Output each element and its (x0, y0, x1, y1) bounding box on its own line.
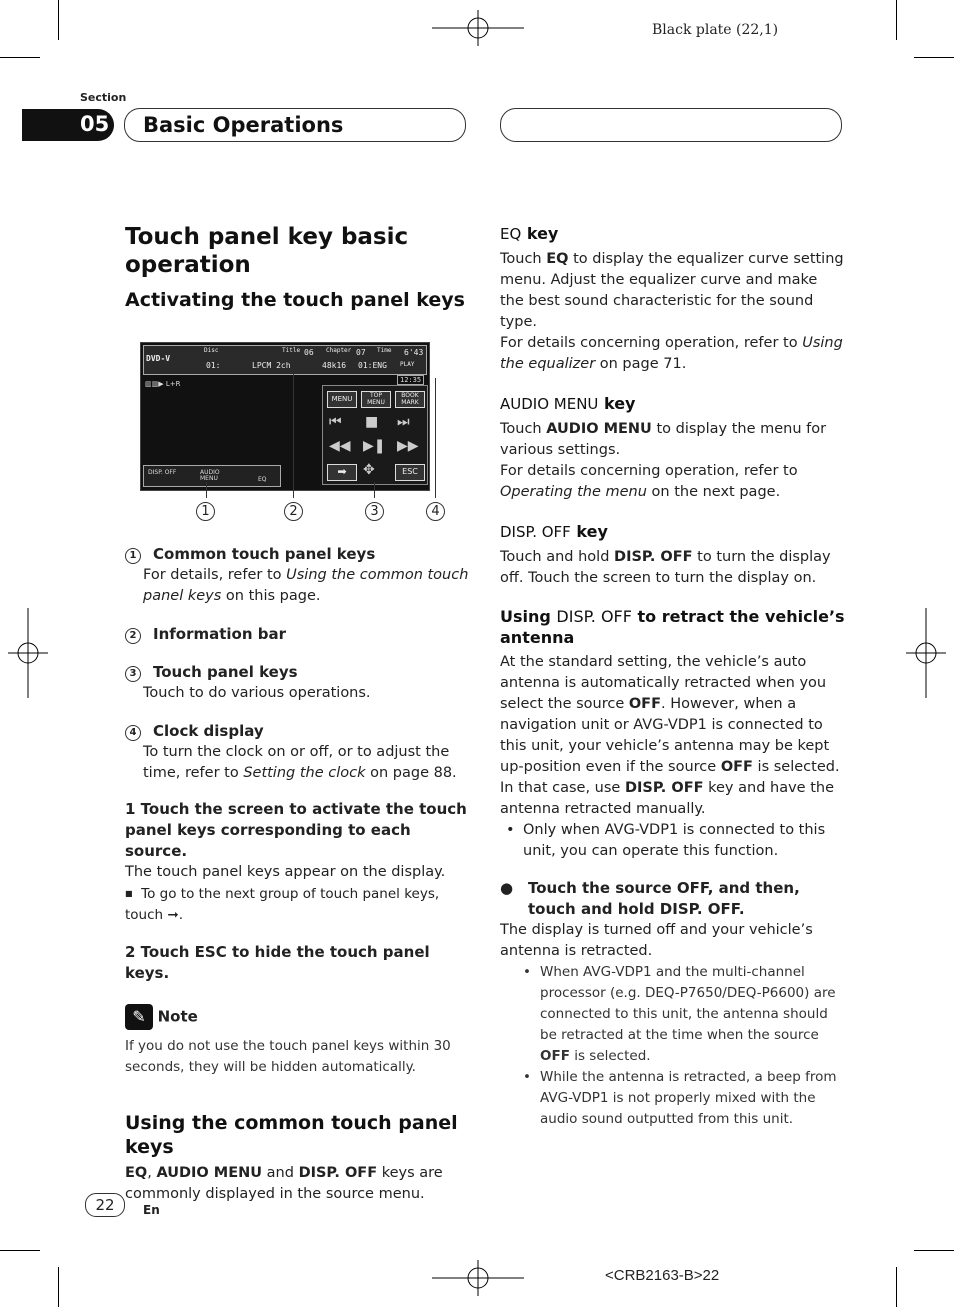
text: Touch and hold (500, 549, 615, 565)
next-icon[interactable]: ▶▶ (397, 438, 419, 454)
previous-icon[interactable]: ◀◀ (329, 438, 351, 454)
title-value: 06 (304, 348, 314, 357)
disp-off-paragraph (500, 547, 845, 589)
disp-off-key-name: DISP. OFF (500, 523, 571, 541)
legend-number: 3 (125, 666, 141, 682)
audio-menu-key[interactable]: AUDIO MENU (200, 469, 220, 482)
touch-panel-screen-figure (140, 342, 430, 491)
crop-mark (58, 1267, 59, 1307)
book-mark-button[interactable]: BOOK MARK (395, 391, 425, 408)
off-label: OFF (628, 696, 661, 712)
left-column (125, 223, 470, 312)
header-empty-box (500, 108, 842, 142)
chapter-value: 07 (356, 348, 366, 357)
subtitle-activating: Activating the touch panel keys (125, 289, 465, 311)
text: to display the menu for various settings. (500, 421, 827, 458)
disc-label: Disc (204, 347, 219, 354)
key-suffix: key (598, 394, 636, 413)
text: . However, when a navigation unit or AVG-VDP1 is connected to this unit, your vehicle’s antenna may be kept up-position even if the source (500, 696, 830, 775)
crop-mark (914, 1250, 954, 1251)
legend-ref: Setting the clock (243, 765, 366, 781)
legend-number: 2 (125, 628, 141, 644)
legend-item-1 (125, 544, 470, 607)
eq-key-name: EQ (500, 225, 522, 243)
legend-heading: Touch panel keys (153, 663, 298, 681)
eq-label: EQ (546, 251, 569, 267)
audio-menu-key-name: AUDIO MENU (500, 395, 599, 413)
legend-list (125, 544, 470, 1205)
callout-line (435, 378, 436, 498)
step-1-bullet: ■ To go to the next group of touch panel keys, touch ➞. (125, 886, 440, 923)
text: When AVG-VDP1 and the multi-channel processor (e.g. DEQ-P7650/DEQ-P6600) are connected to this unit, the antenna should be retracted at the time when the source (540, 964, 836, 1043)
callout-4: 4 (426, 502, 445, 521)
text: Using (500, 607, 557, 626)
text: Touch (500, 251, 547, 267)
crop-mark (58, 0, 59, 40)
registration-target (432, 10, 524, 46)
legend-heading: Information bar (153, 625, 287, 643)
crop-mark (0, 57, 40, 58)
legend-text: To turn the clock on or off, or to adjust the time, refer to (143, 744, 450, 781)
crop-mark (896, 0, 897, 40)
legend-heading: Clock display (153, 722, 264, 740)
next-group-arrow-button[interactable]: ➡ (327, 464, 357, 481)
text: key and have the antenna retracted manually. (500, 780, 834, 817)
audio-menu-paragraph-1 (500, 419, 845, 461)
step-1-heading: 1 Touch the screen to activate the touch panel keys corresponding to each source. (125, 800, 467, 860)
page-title: Touch panel key basic operation (125, 224, 409, 278)
audio-menu-label: AUDIO MENU (546, 421, 652, 437)
step-1-text: The touch panel keys appear on the display. (125, 864, 446, 880)
antenna-bullet: • Only when AVG-VDP1 is connected to this unit, you can operate this function. (500, 820, 845, 862)
antenna-step-text: The display is turned off and your vehicle’s antenna is retracted. (500, 922, 813, 959)
disp-off-label: DISP. OFF (624, 780, 704, 796)
step-2-heading: 2 Touch ESC to hide the touch panel keys. (125, 943, 430, 982)
sample-rate: 48k16 (322, 361, 347, 370)
note-text: If you do not use the touch panel keys within 30 seconds, they will be hidden automatically. (125, 1038, 451, 1075)
disp-off-key[interactable]: DISP. OFF (148, 469, 177, 476)
legend-ref: Using the common touch panel keys (143, 567, 469, 604)
clock-display: 12:35 (397, 375, 424, 385)
fast-forward-icon[interactable]: ⏭ (397, 414, 410, 430)
callout-line (206, 482, 207, 498)
conjunction: and (262, 1165, 299, 1181)
time-label: Time (377, 347, 392, 354)
text: Touch the source OFF, and then, touch and hold DISP. OFF. (528, 879, 800, 918)
audio-menu-key-heading (500, 393, 845, 415)
language-label: En (143, 1203, 160, 1217)
top-menu-button[interactable]: TOP MENU (361, 391, 391, 408)
text: on page 71. (595, 356, 687, 372)
callout-3: 3 (365, 502, 384, 521)
callout-line (293, 374, 294, 498)
disp-off-label: DISP. OFF (614, 549, 693, 565)
section-title: Basic Operations (143, 113, 344, 137)
registration-target (8, 608, 48, 698)
legend-item-2 (125, 624, 470, 645)
eq-label: EQ (125, 1165, 148, 1181)
eq-key-heading (500, 223, 845, 245)
key-suffix: key (570, 522, 608, 541)
text: is selected. In that case, use (500, 759, 840, 796)
channel-status: ▥▥▶ L+R (145, 380, 181, 388)
step-1-bullet-text: To go to the next group of touch panel keys, touch (125, 886, 440, 923)
antenna-paragraph (500, 652, 845, 820)
off-label: OFF (720, 759, 753, 775)
disp-off-label: DISP. OFF (298, 1165, 378, 1181)
crop-mark (0, 1250, 40, 1251)
crop-mark (896, 1267, 897, 1307)
antenna-step-heading (500, 878, 845, 920)
text: to retract the vehicle’s antenna (500, 607, 845, 647)
text: Touch (500, 421, 547, 437)
text: on the next page. (646, 484, 781, 500)
joystick-icon[interactable]: ✥ (363, 462, 375, 478)
antenna-heading (500, 606, 845, 648)
document-code: <CRB2163-B>22 (605, 1267, 720, 1284)
text: For details concerning operation, refer to (500, 335, 803, 351)
channel-value: L+R (165, 380, 181, 388)
eq-paragraph-1 (500, 249, 845, 333)
eq-key[interactable]: EQ (258, 476, 267, 483)
section-number-tab (22, 109, 114, 141)
legend-heading: Common touch panel keys (153, 545, 376, 563)
source-logo: DVD-V (146, 354, 171, 363)
section-label: Section (80, 91, 127, 104)
eq-ref: Using the equalizer (500, 335, 843, 372)
pencil-icon: ✎ (125, 1004, 153, 1030)
fast-reverse-icon[interactable]: ⏮ (329, 414, 342, 430)
common-keys-text (125, 1163, 470, 1205)
audio-menu-paragraph-2 (500, 461, 845, 503)
track-no: 01: (206, 361, 221, 370)
note-header (125, 1004, 470, 1030)
audio-menu-label: AUDIO MENU (156, 1165, 263, 1181)
callout-line (374, 482, 375, 498)
section-title-box (124, 108, 466, 142)
text: For details concerning operation, refer to (500, 463, 798, 479)
menu-ref: Operating the menu (500, 484, 647, 500)
text: is selected. (569, 1048, 651, 1064)
eq-paragraph-2 (500, 333, 845, 375)
section-number: 05 (80, 112, 110, 136)
crop-mark (914, 57, 954, 58)
information-bar (143, 345, 427, 375)
legend-number: 1 (125, 548, 141, 564)
text: At the standard setting, the vehicle’s auto antenna is automatically retracted when you select the source (500, 654, 827, 712)
legend-text: For details, refer to (143, 567, 287, 583)
disp-off-label: DISP. OFF (556, 607, 632, 626)
common-touch-panel-keys (143, 465, 281, 487)
play-pause-icon[interactable]: ▶❚ (363, 438, 386, 454)
separator: , (147, 1165, 157, 1181)
note-label: Note (157, 1007, 198, 1026)
time-value: 6'43 (404, 348, 424, 357)
menu-button[interactable]: MENU (327, 391, 357, 408)
page-number: 22 (85, 1193, 125, 1217)
disp-off-key-heading (500, 521, 845, 543)
legend-item-3 (125, 662, 470, 704)
off-label: OFF (540, 1048, 570, 1064)
legend-number: 4 (125, 725, 141, 741)
legend-text: on this page. (221, 588, 321, 604)
chapter-label: Chapter (326, 347, 352, 354)
stop-icon[interactable]: ■ (365, 414, 379, 430)
key-suffix: key (521, 224, 559, 243)
antenna-step-bullet-2: • While the antenna is retracted, a beep from AVG-VDP1 is not properly mixed with the audio sound outputted from this unit. (517, 1067, 845, 1130)
callout-1: 1 (196, 502, 215, 521)
text: to turn the display off. Touch the screen to turn the display on. (500, 549, 831, 586)
legend-text: Touch to do various operations. (143, 685, 371, 701)
step-bullet-icon: ● (500, 879, 514, 897)
audio-format: LPCM 2ch (252, 361, 291, 370)
touch-panel-keys (322, 385, 428, 485)
plate-label: Black plate (22,1) (652, 22, 779, 38)
audio-lang: 01:ENG (358, 361, 387, 370)
legend-text: on page 88. (365, 765, 457, 781)
play-status: PLAY (400, 361, 415, 368)
subtitle-common-keys: Using the common touch panel keys (125, 1112, 458, 1158)
legend-item-4 (125, 721, 470, 784)
right-column (500, 223, 845, 1130)
callout-2: 2 (284, 502, 303, 521)
title-label: Title (282, 347, 301, 354)
registration-target (432, 1260, 524, 1296)
text: to display the equalizer curve setting menu. Adjust the equalizer curve and make the best sound characteristic for the sound type. (500, 251, 844, 330)
registration-target (906, 608, 946, 698)
esc-button[interactable]: ESC (395, 464, 425, 481)
arrow-icon: ➞. (167, 907, 183, 923)
common-keys-description: keys are commonly displayed in the source menu. (125, 1165, 443, 1202)
antenna-step-bullet-1 (517, 962, 845, 1067)
